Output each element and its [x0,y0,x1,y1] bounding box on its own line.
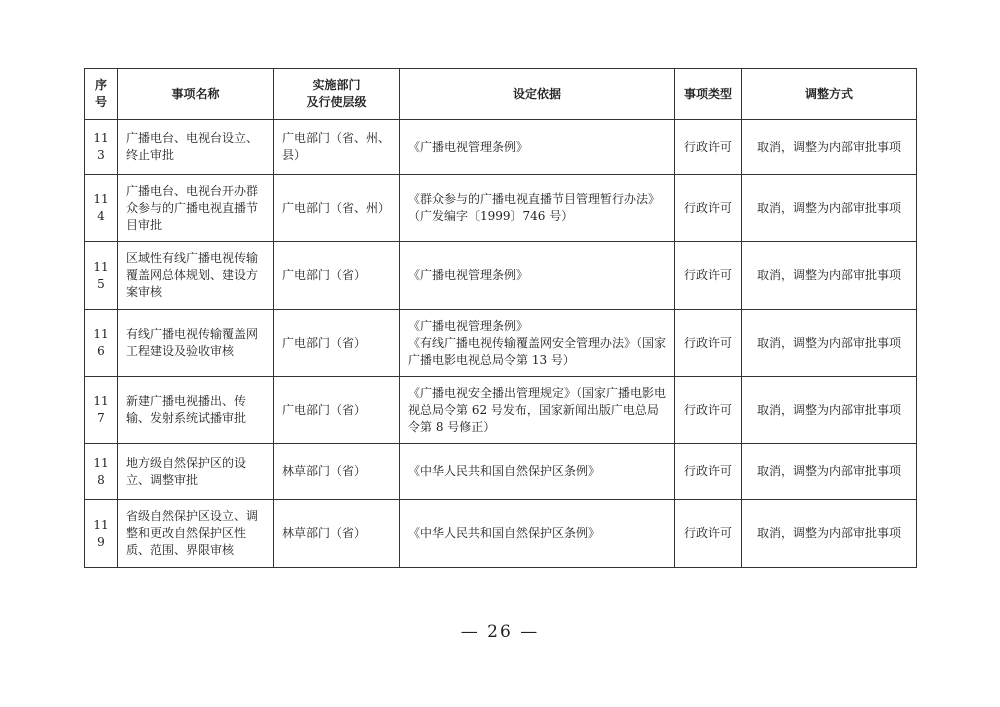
header-seq-line2: 号 [94,95,107,109]
table-row [85,377,917,444]
row-method: 取消，调整为内部审批事项 [742,120,917,175]
row-basis-line: 《广播电视管理条例》 [408,318,529,333]
row-number: 118 [85,444,118,500]
row-item-name: 地方级自然保护区的设立、调整审批 [118,444,274,500]
items-table [84,68,917,568]
row-item-name: 省级自然保护区设立、调整和更改自然保护区性质、范围、界限审核 [118,500,274,568]
table-row [85,175,917,242]
header-dept [274,69,400,120]
row-type: 行政许可 [675,310,742,377]
row-basis-line: 《中华人民共和国自然保护区条例》 [408,464,601,478]
header-dept-line1: 实施部门 [312,78,361,92]
row-basis-line: 《广播电视安全播出管理规定》（国家广播电影电视总局令第 62 号发布，国家新闻出版广电总局令第 8 号修正） [408,385,667,434]
row-basis-line: 《广播电视管理条例》 [408,139,529,154]
row-method: 取消，调整为内部审批事项 [742,444,917,500]
row-method: 取消，调整为内部审批事项 [742,377,917,444]
row-method: 取消，调整为内部审批事项 [742,500,917,568]
table-row [85,444,917,500]
row-dept: 广电部门（省、州） [274,175,400,242]
header-type: 事项类型 [675,69,742,120]
header-name: 事项名称 [118,69,274,120]
row-number: 114 [85,175,118,242]
table-row [85,120,917,175]
header-dept-line2: 及行使层级 [306,95,367,109]
row-dept: 广电部门（省） [274,242,400,310]
header-basis: 设定依据 [400,69,675,120]
row-method: 取消，调整为内部审批事项 [742,242,917,310]
row-basis [400,444,675,500]
header-seq-line1: 序 [94,78,107,92]
row-basis-line: 《中华人民共和国自然保护区条例》 [408,526,601,540]
row-number: 113 [85,120,118,175]
row-item-name: 广播电台、电视台设立、终止审批 [118,120,274,175]
row-dept: 广电部门（省） [274,310,400,377]
row-type: 行政许可 [675,500,742,568]
row-number: 115 [85,242,118,310]
row-method: 取消，调整为内部审批事项 [742,310,917,377]
table-header-row [85,69,917,120]
header-seq [85,69,118,120]
row-type: 行政许可 [675,444,742,500]
table-row [85,310,917,377]
row-basis [400,120,675,175]
row-type: 行政许可 [675,175,742,242]
row-method: 取消，调整为内部审批事项 [742,175,917,242]
row-type: 行政许可 [675,377,742,444]
row-dept: 林草部门（省） [274,500,400,568]
table-row [85,500,917,568]
header-method: 调整方式 [742,69,917,120]
table-row [85,242,917,310]
row-basis [400,175,675,242]
row-number: 119 [85,500,118,568]
row-basis [400,310,675,377]
row-basis [400,242,675,310]
row-basis-line: 《群众参与的广播电视直播节目管理暂行办法》（广发编字〔1999〕746 号） [408,192,661,223]
row-item-name: 广播电台、电视台开办群众参与的广播电视直播节目审批 [118,175,274,242]
page-number: — 26 — [460,622,540,642]
row-basis-line: 《有线广播电视传输覆盖网安全管理办法》（国家广播电影电视总局令第 13 号） [408,335,667,367]
row-number: 116 [85,310,118,377]
row-type: 行政许可 [675,120,742,175]
row-basis [400,377,675,444]
row-item-name: 新建广播电视播出、传输、发射系统试播审批 [118,377,274,444]
row-item-name: 区域性有线广播电视传输覆盖网总体规划、建设方案审核 [118,242,274,310]
row-basis [400,500,675,568]
row-number: 117 [85,377,118,444]
row-dept: 广电部门（省） [274,377,400,444]
row-dept: 广电部门（省、州、县） [274,120,400,175]
row-dept: 林草部门（省） [274,444,400,500]
row-item-name: 有线广播电视传输覆盖网工程建设及验收审核 [118,310,274,377]
row-type: 行政许可 [675,242,742,310]
row-basis-line: 《广播电视管理条例》 [408,268,529,282]
